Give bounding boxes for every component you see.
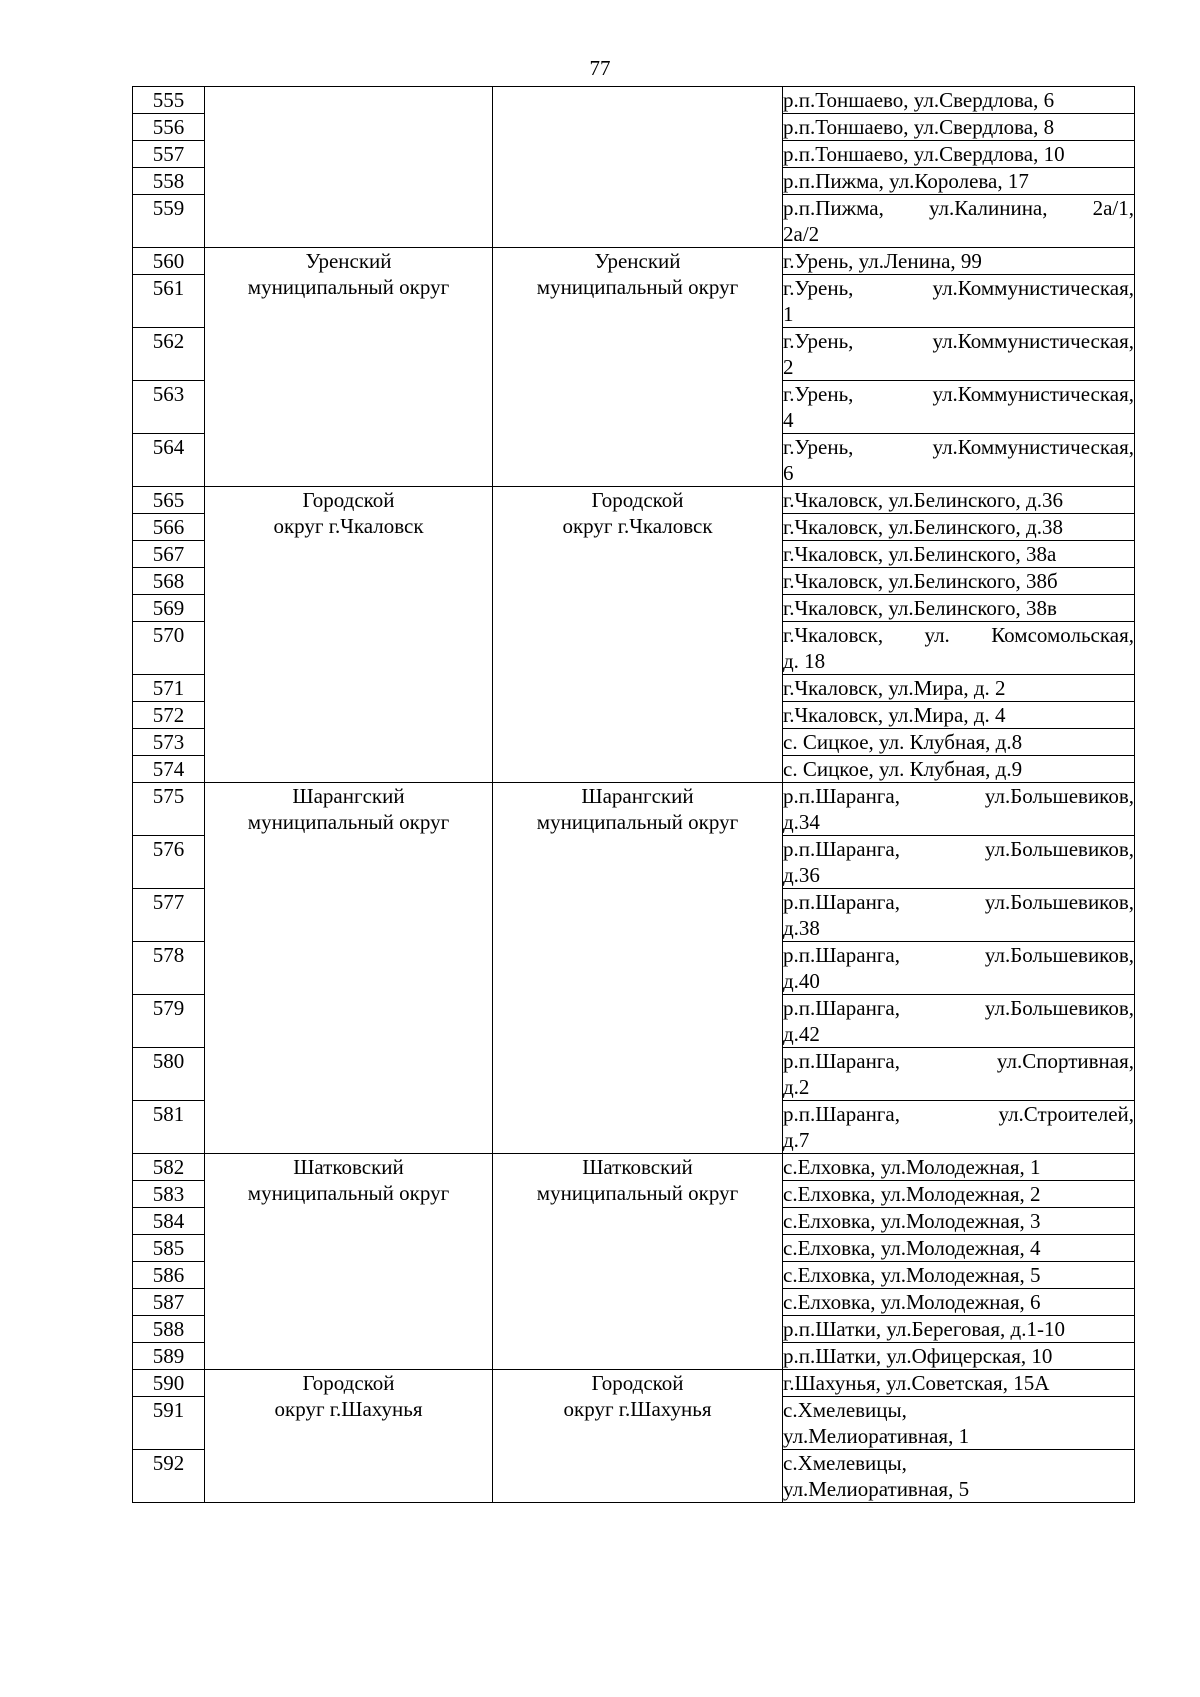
row-number: 570 (133, 622, 205, 675)
address: с.Хмелевицы, ул.Мелиоративная, 1 (783, 1397, 1135, 1450)
address: г.Чкаловск, ул.Мира, д. 4 (783, 702, 1135, 729)
row-number: 591 (133, 1397, 205, 1450)
municipality-name (205, 87, 493, 248)
row-number: 579 (133, 995, 205, 1048)
table-row (133, 1154, 1135, 1181)
district-name: Городской округ г.Шахунья (493, 1370, 783, 1503)
address: р.п.Шаранга, ул.Спортивная, д.2 (783, 1049, 1134, 1099)
address: г.Чкаловск, ул.Белинского, 38а (783, 541, 1135, 568)
row-number: 571 (133, 675, 205, 702)
row-number: 559 (133, 195, 205, 248)
row-number: 585 (133, 1235, 205, 1262)
row-number: 564 (133, 434, 205, 487)
row-number: 562 (133, 328, 205, 381)
address: с. Сицкое, ул. Клубная, д.8 (783, 729, 1135, 756)
row-number: 575 (133, 783, 205, 836)
address: г.Урень, ул.Коммунистическая, 4 (783, 382, 1134, 432)
row-number: 574 (133, 756, 205, 783)
row-number: 557 (133, 141, 205, 168)
district-name: Шарангский муниципальный округ (493, 783, 783, 1154)
municipality-name: Уренский муниципальный округ (205, 248, 493, 487)
row-number: 555 (133, 87, 205, 114)
address: р.п.Шаранга, ул.Большевиков, д.34 (783, 784, 1134, 834)
district-name (493, 87, 783, 248)
address-table (132, 86, 1135, 1503)
address: р.п.Тоншаево, ул.Свердлова, 6 (783, 87, 1135, 114)
municipality-name: Шарангский муниципальный округ (205, 783, 493, 1154)
table-row (133, 487, 1135, 514)
row-number: 558 (133, 168, 205, 195)
address: с.Елховка, ул.Молодежная, 1 (783, 1154, 1135, 1181)
row-number: 566 (133, 514, 205, 541)
address: г.Урень, ул.Коммунистическая, 6 (783, 435, 1134, 485)
row-number: 563 (133, 381, 205, 434)
district-name: Городской округ г.Чкаловск (493, 487, 783, 783)
row-number: 581 (133, 1101, 205, 1154)
address: г.Чкаловск, ул.Белинского, д.38 (783, 514, 1135, 541)
address: с.Елховка, ул.Молодежная, 6 (783, 1289, 1135, 1316)
address: с.Елховка, ул.Молодежная, 4 (783, 1235, 1135, 1262)
table-row (133, 783, 1135, 836)
page-number: 77 (589, 56, 611, 80)
address: р.п.Шаранга, ул.Большевиков, д.40 (783, 943, 1134, 993)
municipality-name: Городской округ г.Чкаловск (205, 487, 493, 783)
address-table-body (133, 87, 1135, 1503)
address: с. Сицкое, ул. Клубная, д.9 (783, 756, 1135, 783)
address: р.п.Шаранга, ул.Большевиков, д.38 (783, 890, 1134, 940)
address: р.п.Тоншаево, ул.Свердлова, 10 (783, 141, 1135, 168)
row-number: 588 (133, 1316, 205, 1343)
row-number: 560 (133, 248, 205, 275)
address: г.Чкаловск, ул.Белинского, 38б (783, 568, 1135, 595)
address: г.Чкаловск, ул.Белинского, 38в (783, 595, 1135, 622)
row-number: 580 (133, 1048, 205, 1101)
address: р.п.Шаранга, ул.Большевиков, д.42 (783, 996, 1134, 1046)
row-number: 589 (133, 1343, 205, 1370)
row-number: 583 (133, 1181, 205, 1208)
address: г.Шахунья, ул.Советская, 15А (783, 1370, 1135, 1397)
address: р.п.Шаранга, ул.Большевиков, д.36 (783, 837, 1134, 887)
row-number: 567 (133, 541, 205, 568)
address: г.Урень, ул.Коммунистическая, 1 (783, 276, 1134, 326)
row-number: 565 (133, 487, 205, 514)
row-number: 572 (133, 702, 205, 729)
address: г.Чкаловск, ул.Белинского, д.36 (783, 487, 1135, 514)
row-number: 590 (133, 1370, 205, 1397)
address: р.п.Пижма, ул.Калинина, 2а/1, 2а/2 (783, 196, 1134, 246)
address: р.п.Шаранга, ул.Строителей, д.7 (783, 1102, 1134, 1152)
row-number: 586 (133, 1262, 205, 1289)
row-number: 573 (133, 729, 205, 756)
row-number: 587 (133, 1289, 205, 1316)
address: г.Урень, ул.Коммунистическая, 2 (783, 329, 1134, 379)
municipality-name: Шатковский муниципальный округ (205, 1154, 493, 1370)
row-number: 569 (133, 595, 205, 622)
address: р.п.Тоншаево, ул.Свердлова, 8 (783, 114, 1135, 141)
address: г.Чкаловск, ул. Комсомольская, д. 18 (783, 623, 1134, 673)
row-number: 584 (133, 1208, 205, 1235)
address: г.Чкаловск, ул.Мира, д. 2 (783, 675, 1135, 702)
table-row (133, 248, 1135, 275)
table-row (133, 1370, 1135, 1397)
row-number: 578 (133, 942, 205, 995)
row-number: 576 (133, 836, 205, 889)
address: с.Елховка, ул.Молодежная, 2 (783, 1181, 1135, 1208)
address: р.п.Шатки, ул.Офицерская, 10 (783, 1343, 1135, 1370)
district-name: Уренский муниципальный округ (493, 248, 783, 487)
address: р.п.Пижма, ул.Королева, 17 (783, 168, 1135, 195)
address: с.Елховка, ул.Молодежная, 3 (783, 1208, 1135, 1235)
row-number: 568 (133, 568, 205, 595)
district-name: Шатковский муниципальный округ (493, 1154, 783, 1370)
address: р.п.Шатки, ул.Береговая, д.1-10 (783, 1316, 1135, 1343)
row-number: 582 (133, 1154, 205, 1181)
address: г.Урень, ул.Ленина, 99 (783, 248, 1135, 275)
address: с.Хмелевицы, ул.Мелиоративная, 5 (783, 1450, 1135, 1503)
row-number: 592 (133, 1450, 205, 1503)
table-row (133, 87, 1135, 114)
row-number: 556 (133, 114, 205, 141)
address: с.Елховка, ул.Молодежная, 5 (783, 1262, 1135, 1289)
row-number: 577 (133, 889, 205, 942)
row-number: 561 (133, 275, 205, 328)
municipality-name: Городской округ г.Шахунья (205, 1370, 493, 1503)
